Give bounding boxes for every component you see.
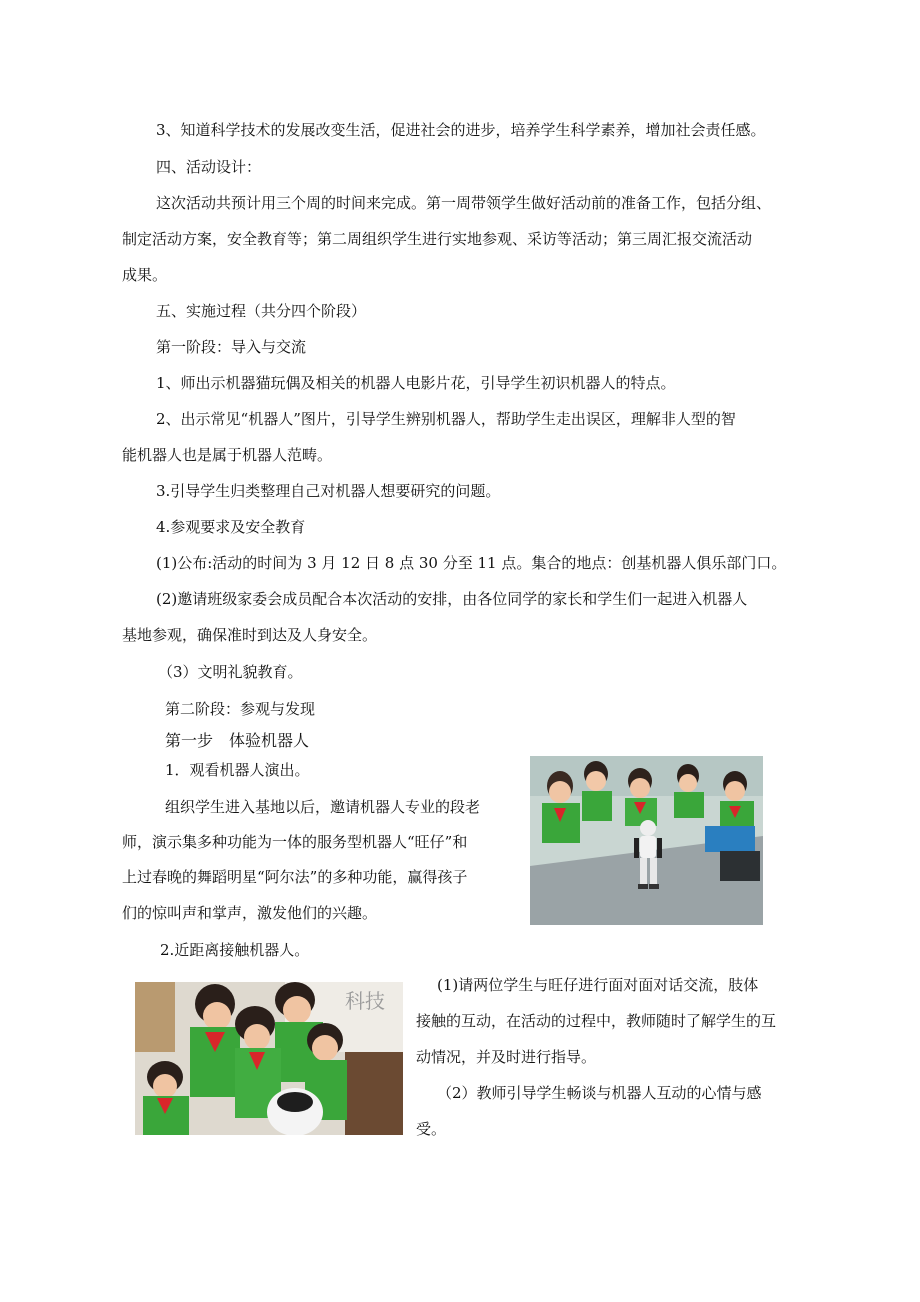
contact-2-line-2: 受。 <box>416 1120 447 1138</box>
show-line-3: 上过春晚的舞蹈明星“阿尔法”的多种功能，赢得孩子 <box>122 868 468 886</box>
design-line-2: 制定活动方案，安全教育等；第二周组织学生进行实地参观、采访等活动；第三周汇报交流活动 <box>122 230 753 248</box>
step-1-item-2: 2.近距离接触机器人。 <box>160 941 310 959</box>
stage-1-item-2-line-1: 2、出示常见“机器人”图片，引导学生辨别机器人，帮助学生走出误区，理解非人型的智 <box>156 410 736 428</box>
contact-1-line-2: 接触的互动，在活动的过程中，教师随时了解学生的互 <box>416 1012 777 1030</box>
design-line-3: 成果。 <box>122 266 168 284</box>
show-line-4: 们的惊叫声和掌声，激发他们的兴趣。 <box>122 904 378 922</box>
stage-1-item-4-2-line-1: (2)邀请班级家委会成员配合本次活动的安排，由各位同学的家长和学生们一起进入机器人 <box>156 590 748 608</box>
contact-1-line-1: (1)请两位学生与旺仔进行面对面对话交流，肢体 <box>437 976 759 994</box>
section-5-title: 五、实施过程（共分四个阶段） <box>156 302 367 320</box>
show-line-2: 师，演示集多种功能为一体的服务型机器人“旺仔”和 <box>122 833 468 851</box>
design-line-1: 这次活动共预计用三个周的时间来完成。第一周带领学生做好活动前的准备工作，包括分组、 <box>156 194 772 212</box>
stage-1-item-4-2-line-2: 基地参观，确保准时到达及人身安全。 <box>122 626 378 644</box>
contact-2-line-1: （2）教师引导学生畅谈与机器人互动的心情与感 <box>437 1084 762 1102</box>
stage-1-item-2-line-2: 能机器人也是属于机器人范畴。 <box>122 446 333 464</box>
stage-1-item-4-1: (1)公布:活动的时间为 3 月 12 日 8 点 30 分至 11 点。集合的地点：创基机器人俱乐部门口。 <box>156 554 787 572</box>
section-4-title: 四、活动设计： <box>156 158 262 176</box>
step-1-item-1: 1．观看机器人演出。 <box>165 761 310 779</box>
stage-1-item-3: 3.引导学生归类整理自己对机器人想要研究的问题。 <box>156 482 501 500</box>
stage-1-item-1: 1、师出示机器猫玩偶及相关的机器人电影片花，引导学生初识机器人的特点。 <box>156 374 676 392</box>
stage-1-item-4-3: （3）文明礼貌教育。 <box>158 663 303 681</box>
stage-1-item-4: 4.参观要求及安全教育 <box>156 518 306 536</box>
students-touching-robot-photo-icon <box>135 982 403 1135</box>
goal-3: 3、知道科学技术的发展改变生活，促进社会的进步，培养学生科学素养，增加社会责任感。 <box>156 121 766 139</box>
sign-text: 科技 <box>345 989 385 1013</box>
stage-1-title: 第一阶段：导入与交流 <box>156 338 307 356</box>
contact-1-line-3: 动情况，并及时进行指导。 <box>416 1048 597 1066</box>
step-1-title: 第一步 体验机器人 <box>165 731 310 750</box>
show-line-1: 组织学生进入基地以后，邀请机器人专业的段老 <box>165 798 481 816</box>
stage-2-title: 第二阶段：参观与发现 <box>165 700 316 718</box>
students-watching-robot-photo-icon <box>530 756 763 925</box>
